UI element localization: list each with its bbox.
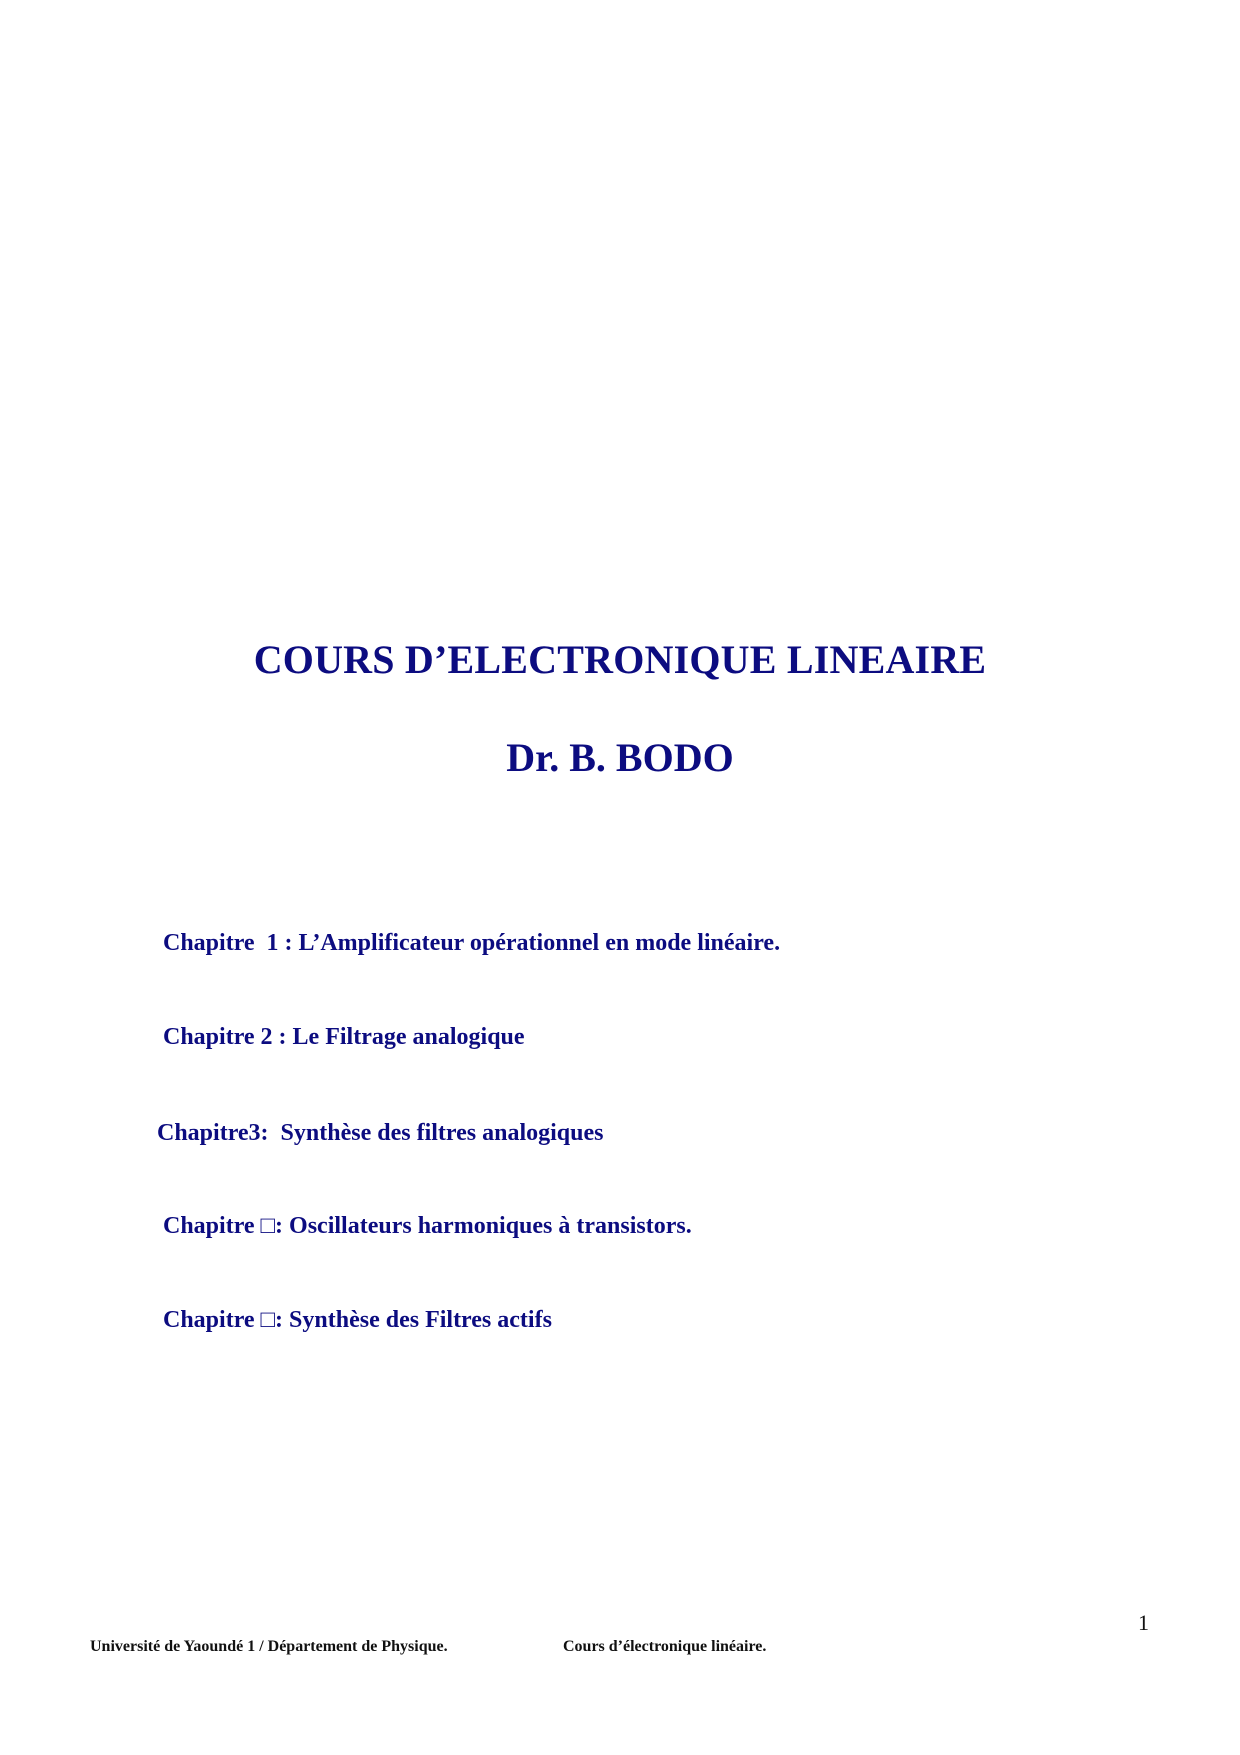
document-title: COURS D’ELECTRONIQUE LINEAIRE xyxy=(253,637,987,682)
chapter-5: Chapitre □: Synthèse des Filtres actifs xyxy=(163,1307,552,1333)
footer-university: Université de Yaoundé 1 / Département de Physique. xyxy=(90,1638,448,1655)
chapter-2: Chapitre 2 : Le Filtrage analogique xyxy=(163,1024,525,1050)
document-author: Dr. B. BODO xyxy=(506,735,734,780)
footer-course: Cours d’électronique linéaire. xyxy=(563,1638,767,1655)
page-number: 1 xyxy=(1138,1610,1149,1635)
chapter-3: Chapitre3: Synthèse des filtres analogiques xyxy=(157,1120,604,1146)
chapter-4: Chapitre □: Oscillateurs harmoniques à transistors. xyxy=(163,1213,692,1239)
chapter-1: Chapitre 1 : L’Amplificateur opérationnel en mode linéaire. xyxy=(163,930,781,956)
